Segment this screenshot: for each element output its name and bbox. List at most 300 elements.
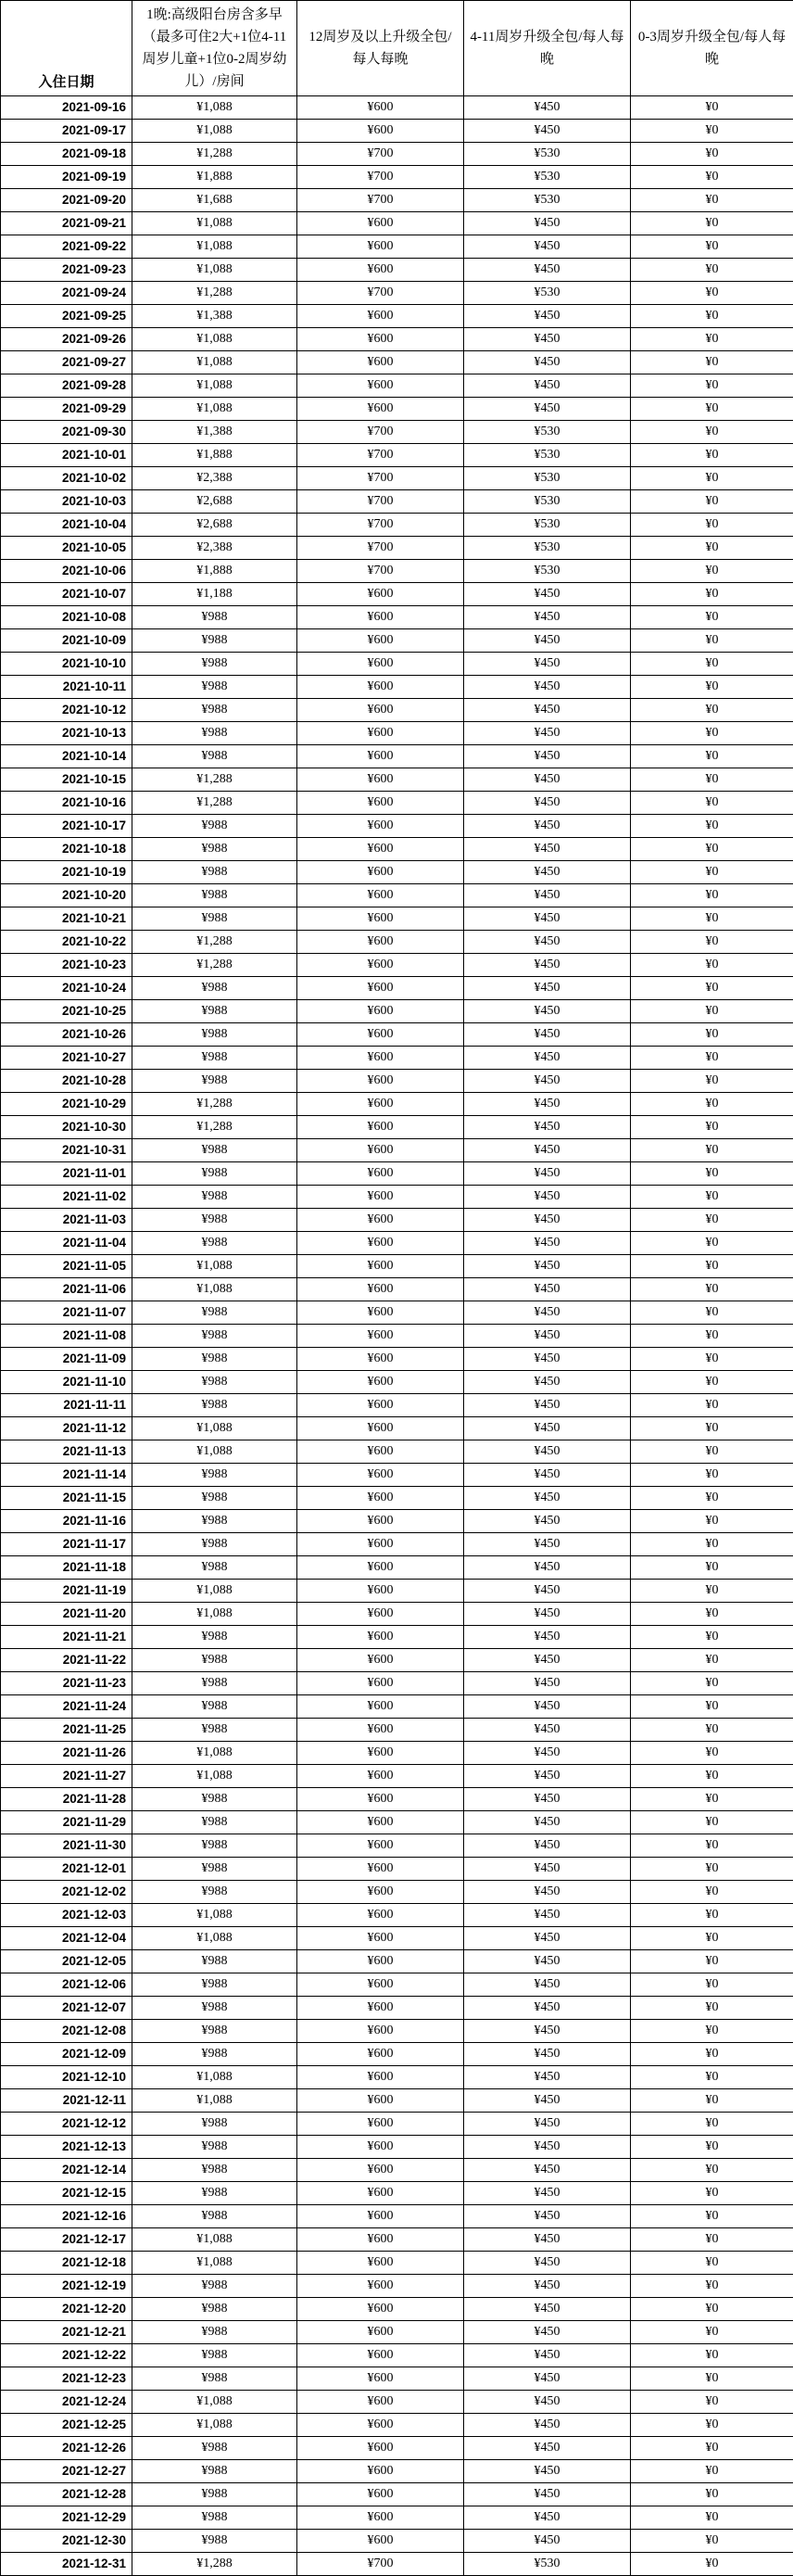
table-row: [1, 305, 793, 328]
table-row: [1, 2483, 793, 2506]
adult-upgrade-cell: ¥600: [297, 653, 464, 676]
child-upgrade-cell: ¥450: [464, 2414, 631, 2437]
room-price-cell: ¥1,288: [132, 143, 297, 166]
room-price-cell: ¥988: [132, 1047, 297, 1070]
infant-upgrade-cell: ¥0: [631, 792, 793, 815]
infant-upgrade-cell: ¥0: [631, 2460, 793, 2483]
adult-upgrade-cell: ¥600: [297, 1927, 464, 1950]
room-price-cell: ¥1,688: [132, 189, 297, 212]
room-price-cell: ¥1,088: [132, 2066, 297, 2089]
child-upgrade-cell: ¥450: [464, 907, 631, 931]
header-room-price: 1晚:高级阳台房含多早（最多可住2大+1位4-11周岁儿童+1位0-2周岁幼儿）/房间: [132, 1, 297, 96]
table-row: [1, 166, 793, 189]
checkin-date-cell: 2021-12-21: [1, 2321, 132, 2344]
adult-upgrade-cell: ¥600: [297, 1950, 464, 1973]
infant-upgrade-cell: ¥0: [631, 305, 793, 328]
room-price-cell: ¥988: [132, 2506, 297, 2530]
room-price-cell: ¥1,088: [132, 2228, 297, 2252]
infant-upgrade-cell: ¥0: [631, 1811, 793, 1834]
checkin-date-cell: 2021-10-12: [1, 699, 132, 722]
table-header: [1, 1, 793, 96]
room-price-cell: ¥988: [132, 1950, 297, 1973]
infant-upgrade-cell: ¥0: [631, 189, 793, 212]
checkin-date-cell: 2021-12-30: [1, 2530, 132, 2553]
checkin-date-cell: 2021-11-17: [1, 1533, 132, 1556]
adult-upgrade-cell: ¥600: [297, 1047, 464, 1070]
table-row: [1, 1047, 793, 1070]
child-upgrade-cell: ¥450: [464, 2460, 631, 2483]
infant-upgrade-cell: ¥0: [631, 2275, 793, 2298]
room-price-cell: ¥988: [132, 1533, 297, 1556]
infant-upgrade-cell: ¥0: [631, 815, 793, 838]
infant-upgrade-cell: ¥0: [631, 2252, 793, 2275]
infant-upgrade-cell: ¥0: [631, 467, 793, 490]
adult-upgrade-cell: ¥600: [297, 2136, 464, 2159]
child-upgrade-cell: ¥530: [464, 166, 631, 189]
adult-upgrade-cell: ¥600: [297, 2043, 464, 2066]
checkin-date-cell: 2021-11-14: [1, 1464, 132, 1487]
adult-upgrade-cell: ¥600: [297, 676, 464, 699]
table-row: [1, 1533, 793, 1556]
adult-upgrade-cell: ¥600: [297, 2344, 464, 2367]
table-row: [1, 1000, 793, 1023]
checkin-date-cell: 2021-10-22: [1, 931, 132, 954]
table-row: [1, 2089, 793, 2113]
infant-upgrade-cell: ¥0: [631, 977, 793, 1000]
infant-upgrade-cell: ¥0: [631, 1626, 793, 1649]
child-upgrade-cell: ¥450: [464, 1186, 631, 1209]
room-price-cell: ¥988: [132, 2460, 297, 2483]
room-price-cell: ¥988: [132, 2483, 297, 2506]
header-infant-upgrade: 0-3周岁升级全包/每人每晚: [631, 1, 793, 96]
infant-upgrade-cell: ¥0: [631, 884, 793, 907]
checkin-date-cell: 2021-12-16: [1, 2205, 132, 2228]
table-row: [1, 398, 793, 421]
checkin-date-cell: 2021-11-05: [1, 1255, 132, 1278]
adult-upgrade-cell: ¥600: [297, 1603, 464, 1626]
checkin-date-cell: 2021-09-24: [1, 282, 132, 305]
table-row: [1, 143, 793, 166]
adult-upgrade-cell: ¥600: [297, 768, 464, 792]
room-price-cell: ¥988: [132, 1000, 297, 1023]
infant-upgrade-cell: ¥0: [631, 1950, 793, 1973]
table-row: [1, 653, 793, 676]
child-upgrade-cell: ¥450: [464, 1440, 631, 1464]
header-checkin-date: 入住日期: [1, 1, 132, 96]
checkin-date-cell: 2021-12-08: [1, 2020, 132, 2043]
room-price-cell: ¥1,288: [132, 282, 297, 305]
table-row: [1, 629, 793, 653]
infant-upgrade-cell: ¥0: [631, 1834, 793, 1858]
adult-upgrade-cell: ¥600: [297, 1626, 464, 1649]
child-upgrade-cell: ¥450: [464, 1556, 631, 1580]
infant-upgrade-cell: ¥0: [631, 1742, 793, 1765]
table-row: [1, 1788, 793, 1811]
infant-upgrade-cell: ¥0: [631, 1719, 793, 1742]
infant-upgrade-cell: ¥0: [631, 1023, 793, 1047]
child-upgrade-cell: ¥450: [464, 2043, 631, 2066]
adult-upgrade-cell: ¥600: [297, 1742, 464, 1765]
table-row: [1, 2113, 793, 2136]
infant-upgrade-cell: ¥0: [631, 2182, 793, 2205]
infant-upgrade-cell: ¥0: [631, 1580, 793, 1603]
child-upgrade-cell: ¥450: [464, 1371, 631, 1394]
adult-upgrade-cell: ¥600: [297, 1394, 464, 1417]
checkin-date-cell: 2021-11-13: [1, 1440, 132, 1464]
checkin-date-cell: 2021-11-20: [1, 1603, 132, 1626]
checkin-date-cell: 2021-12-27: [1, 2460, 132, 2483]
adult-upgrade-cell: ¥600: [297, 2437, 464, 2460]
child-upgrade-cell: ¥450: [464, 722, 631, 745]
checkin-date-cell: 2021-11-26: [1, 1742, 132, 1765]
room-price-cell: ¥988: [132, 676, 297, 699]
checkin-date-cell: 2021-12-23: [1, 2367, 132, 2391]
checkin-date-cell: 2021-11-18: [1, 1556, 132, 1580]
room-price-cell: ¥1,088: [132, 96, 297, 120]
child-upgrade-cell: ¥450: [464, 235, 631, 259]
checkin-date-cell: 2021-09-26: [1, 328, 132, 351]
adult-upgrade-cell: ¥600: [297, 1255, 464, 1278]
table-row: [1, 1765, 793, 1788]
table-row: [1, 1464, 793, 1487]
adult-upgrade-cell: ¥600: [297, 1672, 464, 1695]
infant-upgrade-cell: ¥0: [631, 259, 793, 282]
checkin-date-cell: 2021-10-20: [1, 884, 132, 907]
checkin-date-cell: 2021-11-03: [1, 1209, 132, 1232]
checkin-date-cell: 2021-10-31: [1, 1139, 132, 1162]
header-adult-upgrade: 12周岁及以上升级全包/每人每晚: [297, 1, 464, 96]
infant-upgrade-cell: ¥0: [631, 1325, 793, 1348]
adult-upgrade-cell: ¥600: [297, 2367, 464, 2391]
checkin-date-cell: 2021-12-20: [1, 2298, 132, 2321]
infant-upgrade-cell: ¥0: [631, 2414, 793, 2437]
adult-upgrade-cell: ¥600: [297, 1580, 464, 1603]
infant-upgrade-cell: ¥0: [631, 1417, 793, 1440]
adult-upgrade-cell: ¥600: [297, 1093, 464, 1116]
table-row: [1, 1301, 793, 1325]
infant-upgrade-cell: ¥0: [631, 1788, 793, 1811]
infant-upgrade-cell: ¥0: [631, 1464, 793, 1487]
child-upgrade-cell: ¥450: [464, 1278, 631, 1301]
checkin-date-cell: 2021-11-19: [1, 1580, 132, 1603]
child-upgrade-cell: ¥450: [464, 2530, 631, 2553]
checkin-date-cell: 2021-09-20: [1, 189, 132, 212]
infant-upgrade-cell: ¥0: [631, 1556, 793, 1580]
checkin-date-cell: 2021-09-23: [1, 259, 132, 282]
table-row: [1, 2298, 793, 2321]
checkin-date-cell: 2021-12-14: [1, 2159, 132, 2182]
room-price-cell: ¥988: [132, 1464, 297, 1487]
adult-upgrade-cell: ¥600: [297, 1023, 464, 1047]
room-price-cell: ¥988: [132, 1973, 297, 1997]
table-row: [1, 2530, 793, 2553]
child-upgrade-cell: ¥530: [464, 143, 631, 166]
checkin-date-cell: 2021-09-18: [1, 143, 132, 166]
adult-upgrade-cell: ¥600: [297, 1232, 464, 1255]
room-price-cell: ¥988: [132, 1695, 297, 1719]
table-row: [1, 2159, 793, 2182]
child-upgrade-cell: ¥450: [464, 212, 631, 235]
infant-upgrade-cell: ¥0: [631, 2391, 793, 2414]
infant-upgrade-cell: ¥0: [631, 2344, 793, 2367]
child-upgrade-cell: ¥450: [464, 1997, 631, 2020]
room-price-cell: ¥988: [132, 1626, 297, 1649]
room-price-cell: ¥988: [132, 2043, 297, 2066]
room-price-cell: ¥988: [132, 2367, 297, 2391]
adult-upgrade-cell: ¥600: [297, 1719, 464, 1742]
child-upgrade-cell: ¥450: [464, 1788, 631, 1811]
table-row: [1, 374, 793, 398]
room-price-cell: ¥988: [132, 2530, 297, 2553]
room-price-cell: ¥1,888: [132, 560, 297, 583]
table-row: [1, 259, 793, 282]
adult-upgrade-cell: ¥600: [297, 2483, 464, 2506]
infant-upgrade-cell: ¥0: [631, 954, 793, 977]
infant-upgrade-cell: ¥0: [631, 768, 793, 792]
infant-upgrade-cell: ¥0: [631, 1440, 793, 1464]
child-upgrade-cell: ¥450: [464, 374, 631, 398]
checkin-date-cell: 2021-12-11: [1, 2089, 132, 2113]
adult-upgrade-cell: ¥600: [297, 374, 464, 398]
adult-upgrade-cell: ¥600: [297, 792, 464, 815]
checkin-date-cell: 2021-10-16: [1, 792, 132, 815]
room-price-cell: ¥1,088: [132, 1765, 297, 1788]
child-upgrade-cell: ¥450: [464, 699, 631, 722]
infant-upgrade-cell: ¥0: [631, 583, 793, 606]
adult-upgrade-cell: ¥600: [297, 1487, 464, 1510]
adult-upgrade-cell: ¥600: [297, 1858, 464, 1881]
child-upgrade-cell: ¥450: [464, 1070, 631, 1093]
adult-upgrade-cell: ¥700: [297, 444, 464, 467]
infant-upgrade-cell: ¥0: [631, 560, 793, 583]
checkin-date-cell: 2021-10-10: [1, 653, 132, 676]
room-price-cell: ¥988: [132, 1186, 297, 1209]
child-upgrade-cell: ¥450: [464, 1162, 631, 1186]
room-price-cell: ¥988: [132, 1510, 297, 1533]
infant-upgrade-cell: ¥0: [631, 2066, 793, 2089]
checkin-date-cell: 2021-10-26: [1, 1023, 132, 1047]
table-row: [1, 2553, 793, 2576]
checkin-date-cell: 2021-09-27: [1, 351, 132, 374]
child-upgrade-cell: ¥450: [464, 1695, 631, 1719]
room-price-cell: ¥988: [132, 977, 297, 1000]
checkin-date-cell: 2021-10-24: [1, 977, 132, 1000]
infant-upgrade-cell: ¥0: [631, 398, 793, 421]
checkin-date-cell: 2021-10-14: [1, 745, 132, 768]
room-price-cell: ¥988: [132, 1209, 297, 1232]
child-upgrade-cell: ¥450: [464, 1348, 631, 1371]
adult-upgrade-cell: ¥600: [297, 2530, 464, 2553]
adult-upgrade-cell: ¥600: [297, 606, 464, 629]
infant-upgrade-cell: ¥0: [631, 96, 793, 120]
infant-upgrade-cell: ¥0: [631, 745, 793, 768]
table-row: [1, 1742, 793, 1765]
child-upgrade-cell: ¥530: [464, 421, 631, 444]
adult-upgrade-cell: ¥600: [297, 2182, 464, 2205]
infant-upgrade-cell: ¥0: [631, 1904, 793, 1927]
table-row: [1, 861, 793, 884]
table-row: [1, 1719, 793, 1742]
adult-upgrade-cell: ¥700: [297, 143, 464, 166]
checkin-date-cell: 2021-12-07: [1, 1997, 132, 2020]
room-price-cell: ¥988: [132, 2136, 297, 2159]
adult-upgrade-cell: ¥600: [297, 1765, 464, 1788]
child-upgrade-cell: ¥450: [464, 259, 631, 282]
checkin-date-cell: 2021-12-04: [1, 1927, 132, 1950]
table-row: [1, 1580, 793, 1603]
infant-upgrade-cell: ¥0: [631, 1070, 793, 1093]
adult-upgrade-cell: ¥600: [297, 907, 464, 931]
room-price-cell: ¥2,388: [132, 467, 297, 490]
child-upgrade-cell: ¥450: [464, 120, 631, 143]
child-upgrade-cell: ¥450: [464, 2298, 631, 2321]
table-row: [1, 1348, 793, 1371]
adult-upgrade-cell: ¥600: [297, 861, 464, 884]
room-price-cell: ¥988: [132, 1997, 297, 2020]
checkin-date-cell: 2021-12-31: [1, 2553, 132, 2576]
child-upgrade-cell: ¥450: [464, 1533, 631, 1556]
room-price-cell: ¥1,088: [132, 2391, 297, 2414]
adult-upgrade-cell: ¥600: [297, 2066, 464, 2089]
checkin-date-cell: 2021-12-19: [1, 2275, 132, 2298]
infant-upgrade-cell: ¥0: [631, 2321, 793, 2344]
child-upgrade-cell: ¥450: [464, 1950, 631, 1973]
table-row: [1, 2506, 793, 2530]
checkin-date-cell: 2021-09-28: [1, 374, 132, 398]
child-upgrade-cell: ¥450: [464, 2113, 631, 2136]
adult-upgrade-cell: ¥600: [297, 2275, 464, 2298]
adult-upgrade-cell: ¥700: [297, 166, 464, 189]
room-price-cell: ¥988: [132, 1834, 297, 1858]
checkin-date-cell: 2021-11-12: [1, 1417, 132, 1440]
room-price-cell: ¥988: [132, 653, 297, 676]
table-row: [1, 1973, 793, 1997]
room-price-cell: ¥1,288: [132, 768, 297, 792]
checkin-date-cell: 2021-11-24: [1, 1695, 132, 1719]
infant-upgrade-cell: ¥0: [631, 2228, 793, 2252]
child-upgrade-cell: ¥450: [464, 398, 631, 421]
adult-upgrade-cell: ¥600: [297, 259, 464, 282]
room-price-cell: ¥988: [132, 2020, 297, 2043]
child-upgrade-cell: ¥450: [464, 351, 631, 374]
child-upgrade-cell: ¥450: [464, 1116, 631, 1139]
room-price-cell: ¥988: [132, 1023, 297, 1047]
room-price-cell: ¥988: [132, 1301, 297, 1325]
adult-upgrade-cell: ¥700: [297, 537, 464, 560]
child-upgrade-cell: ¥530: [464, 560, 631, 583]
adult-upgrade-cell: ¥600: [297, 722, 464, 745]
child-upgrade-cell: ¥450: [464, 2391, 631, 2414]
child-upgrade-cell: ¥450: [464, 1325, 631, 1348]
adult-upgrade-cell: ¥600: [297, 954, 464, 977]
table-row: [1, 1858, 793, 1881]
infant-upgrade-cell: ¥0: [631, 861, 793, 884]
room-price-cell: ¥988: [132, 2159, 297, 2182]
table-row: [1, 838, 793, 861]
child-upgrade-cell: ¥450: [464, 1417, 631, 1440]
adult-upgrade-cell: ¥600: [297, 629, 464, 653]
table-row: [1, 1881, 793, 1904]
room-price-cell: ¥1,088: [132, 1927, 297, 1950]
room-price-cell: ¥988: [132, 907, 297, 931]
child-upgrade-cell: ¥450: [464, 1811, 631, 1834]
infant-upgrade-cell: ¥0: [631, 1649, 793, 1672]
child-upgrade-cell: ¥450: [464, 1672, 631, 1695]
table-row: [1, 884, 793, 907]
room-price-cell: ¥988: [132, 2321, 297, 2344]
child-upgrade-cell: ¥530: [464, 467, 631, 490]
adult-upgrade-cell: ¥600: [297, 212, 464, 235]
room-price-cell: ¥1,088: [132, 259, 297, 282]
adult-upgrade-cell: ¥600: [297, 977, 464, 1000]
table-row: [1, 1950, 793, 1973]
child-upgrade-cell: ¥450: [464, 2136, 631, 2159]
infant-upgrade-cell: ¥0: [631, 2553, 793, 2576]
table-row: [1, 1325, 793, 1348]
adult-upgrade-cell: ¥600: [297, 2321, 464, 2344]
table-row: [1, 583, 793, 606]
infant-upgrade-cell: ¥0: [631, 1695, 793, 1719]
infant-upgrade-cell: ¥0: [631, 2136, 793, 2159]
infant-upgrade-cell: ¥0: [631, 1162, 793, 1186]
table-row: [1, 1927, 793, 1950]
adult-upgrade-cell: ¥600: [297, 305, 464, 328]
infant-upgrade-cell: ¥0: [631, 2020, 793, 2043]
table-row: [1, 1278, 793, 1301]
room-price-cell: ¥988: [132, 1881, 297, 1904]
infant-upgrade-cell: ¥0: [631, 1116, 793, 1139]
checkin-date-cell: 2021-11-22: [1, 1649, 132, 1672]
room-price-cell: ¥2,688: [132, 490, 297, 514]
adult-upgrade-cell: ¥600: [297, 1417, 464, 1440]
table-row: [1, 954, 793, 977]
checkin-date-cell: 2021-11-08: [1, 1325, 132, 1348]
infant-upgrade-cell: ¥0: [631, 1348, 793, 1371]
infant-upgrade-cell: ¥0: [631, 1139, 793, 1162]
room-price-cell: ¥1,888: [132, 166, 297, 189]
checkin-date-cell: 2021-10-09: [1, 629, 132, 653]
infant-upgrade-cell: ¥0: [631, 2113, 793, 2136]
checkin-date-cell: 2021-11-04: [1, 1232, 132, 1255]
table-row: [1, 2367, 793, 2391]
child-upgrade-cell: ¥450: [464, 2159, 631, 2182]
checkin-date-cell: 2021-12-18: [1, 2252, 132, 2275]
checkin-date-cell: 2021-11-16: [1, 1510, 132, 1533]
checkin-date-cell: 2021-10-21: [1, 907, 132, 931]
child-upgrade-cell: ¥450: [464, 977, 631, 1000]
child-upgrade-cell: ¥450: [464, 1487, 631, 1510]
child-upgrade-cell: ¥450: [464, 1255, 631, 1278]
child-upgrade-cell: ¥450: [464, 861, 631, 884]
infant-upgrade-cell: ¥0: [631, 514, 793, 537]
room-price-cell: ¥1,288: [132, 931, 297, 954]
adult-upgrade-cell: ¥600: [297, 2020, 464, 2043]
adult-upgrade-cell: ¥700: [297, 514, 464, 537]
infant-upgrade-cell: ¥0: [631, 699, 793, 722]
table-row: [1, 699, 793, 722]
infant-upgrade-cell: ¥0: [631, 907, 793, 931]
room-price-cell: ¥988: [132, 1162, 297, 1186]
room-price-cell: ¥988: [132, 1858, 297, 1881]
infant-upgrade-cell: ¥0: [631, 1371, 793, 1394]
table-row: [1, 1093, 793, 1116]
child-upgrade-cell: ¥450: [464, 1510, 631, 1533]
adult-upgrade-cell: ¥600: [297, 2089, 464, 2113]
adult-upgrade-cell: ¥600: [297, 1881, 464, 1904]
room-price-cell: ¥1,288: [132, 954, 297, 977]
table-row: [1, 931, 793, 954]
checkin-date-cell: 2021-12-24: [1, 2391, 132, 2414]
